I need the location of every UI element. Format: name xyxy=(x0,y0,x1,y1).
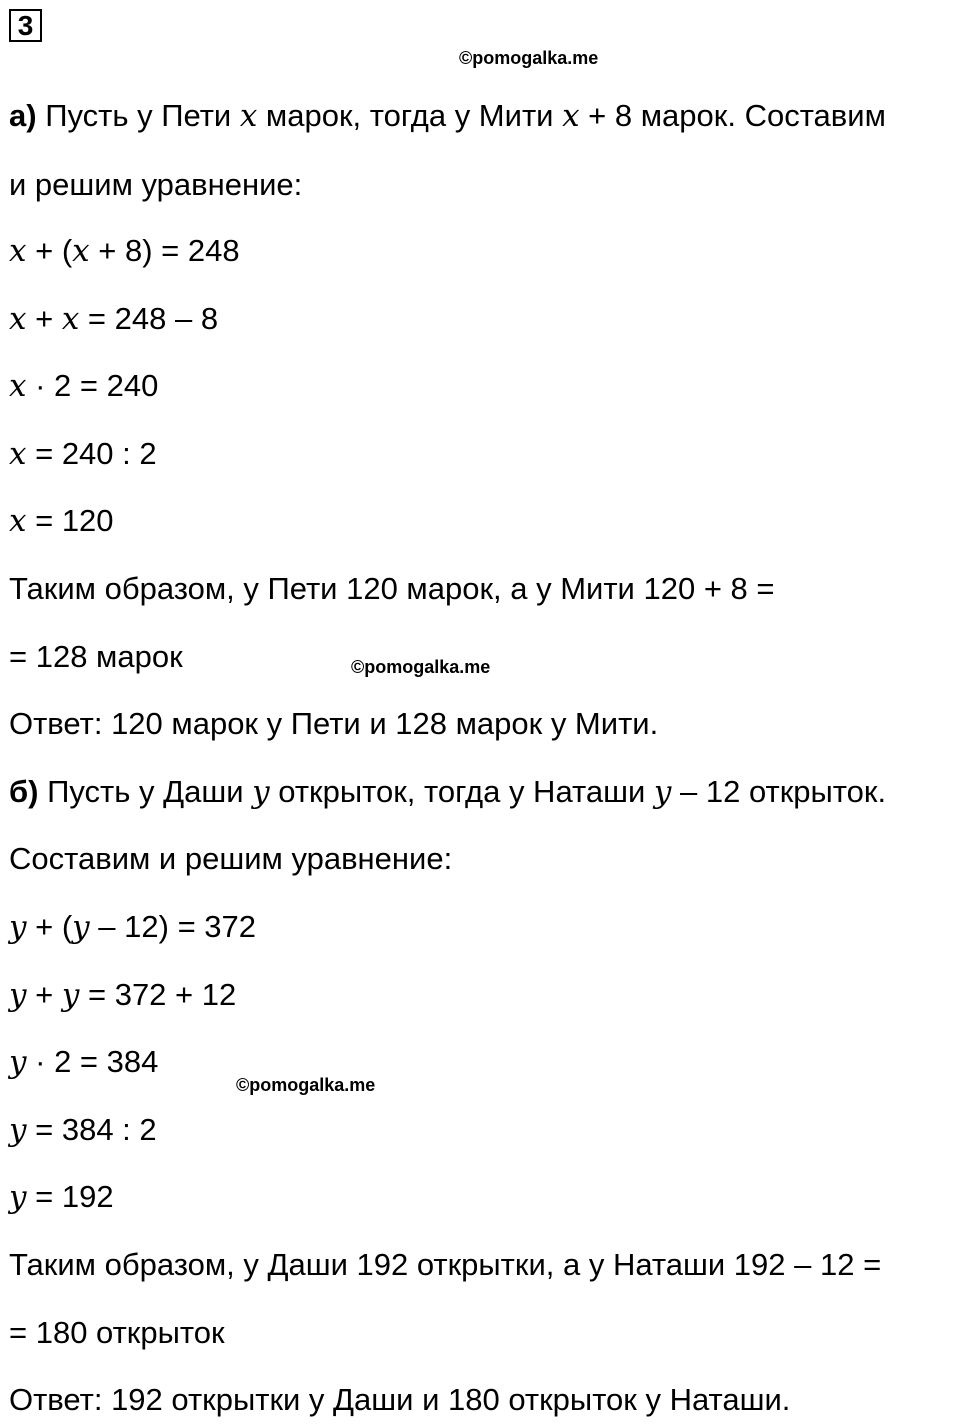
part-b-equation-4 xyxy=(9,1110,157,1150)
part-b-conclusion-line2: = 180 открыток xyxy=(9,1315,225,1350)
part-b-statement-line1 xyxy=(9,772,886,812)
part-a-statement-line1 xyxy=(9,96,886,136)
watermark-middle: ©pomogalka.me xyxy=(351,657,491,677)
text: – 12) = 372 xyxy=(89,909,257,944)
text: + xyxy=(26,301,62,336)
text: Пусть у Пети xyxy=(36,98,240,133)
variable-y: y xyxy=(72,909,90,945)
variable-x: x xyxy=(9,233,27,269)
variable-x: x xyxy=(9,301,27,337)
variable-x: x xyxy=(72,233,90,269)
watermark-top: ©pomogalka.me xyxy=(459,48,599,68)
part-b-conclusion-line1: Таким образом, у Даши 192 открытки, а у Наташи 192 – 12 = xyxy=(9,1247,882,1282)
task-number: 3 xyxy=(17,9,34,41)
part-a-conclusion-line1: Таким образом, у Пети 120 марок, а у Мити 120 + 8 = xyxy=(9,571,775,606)
text: – 12 открыток. xyxy=(671,774,887,809)
watermark-bottom: ©pomogalka.me xyxy=(236,1075,376,1095)
text: + xyxy=(26,977,62,1012)
text: + ( xyxy=(26,233,73,268)
task-number-box xyxy=(9,9,42,42)
text: · 2 = 240 xyxy=(26,368,159,403)
part-b-label: б) xyxy=(9,774,39,809)
text: · 2 = 384 xyxy=(26,1044,159,1079)
text: + 8 марок. Составим xyxy=(579,98,886,133)
text: = 120 xyxy=(26,503,114,538)
part-b-answer: Ответ: 192 открытки у Даши и 180 открыток у Наташи. xyxy=(9,1382,791,1417)
part-a-statement-line2: и решим уравнение: xyxy=(9,167,303,202)
text: + 8) = 248 xyxy=(89,233,240,268)
part-a-answer: Ответ: 120 марок у Пети и 128 марок у Мити. xyxy=(9,706,659,741)
variable-x: x xyxy=(9,436,27,472)
part-a-label: а) xyxy=(9,98,37,133)
variable-x: x xyxy=(239,98,258,134)
variable-y: y xyxy=(9,909,27,945)
variable-y: y xyxy=(61,977,80,1013)
text: открыток, тогда у Наташи xyxy=(269,774,654,809)
text: = 248 – 8 xyxy=(79,301,219,336)
part-a-equation-2 xyxy=(9,299,218,339)
part-a-equation-4 xyxy=(9,434,157,474)
variable-y: y xyxy=(252,774,270,810)
part-b-equation-1 xyxy=(9,907,256,947)
text: = 240 : 2 xyxy=(26,436,157,471)
part-b-equation-2 xyxy=(9,975,236,1015)
part-a-equation-1 xyxy=(9,231,240,271)
variable-y: y xyxy=(653,774,672,810)
variable-x: x xyxy=(61,301,80,337)
variable-x: x xyxy=(9,368,27,404)
part-a-equation-5 xyxy=(9,501,114,541)
text: = 372 + 12 xyxy=(79,977,237,1012)
variable-x: x xyxy=(9,503,27,539)
part-b-statement-line2: Составим и решим уравнение: xyxy=(9,841,453,876)
text: Пусть у Даши xyxy=(38,774,253,809)
variable-y: y xyxy=(9,977,27,1013)
text: = 192 xyxy=(26,1179,114,1214)
variable-x: x xyxy=(562,98,580,134)
part-a-conclusion-line2: = 128 марок xyxy=(9,639,183,674)
part-b-equation-5 xyxy=(9,1177,114,1217)
variable-y: y xyxy=(9,1044,27,1080)
text: = 384 : 2 xyxy=(26,1112,157,1147)
variable-y: y xyxy=(9,1112,27,1148)
text: + ( xyxy=(26,909,73,944)
part-a-equation-3 xyxy=(9,366,158,406)
part-b-equation-3 xyxy=(9,1042,158,1082)
variable-y: y xyxy=(9,1179,27,1215)
text: марок, тогда у Мити xyxy=(257,98,563,133)
